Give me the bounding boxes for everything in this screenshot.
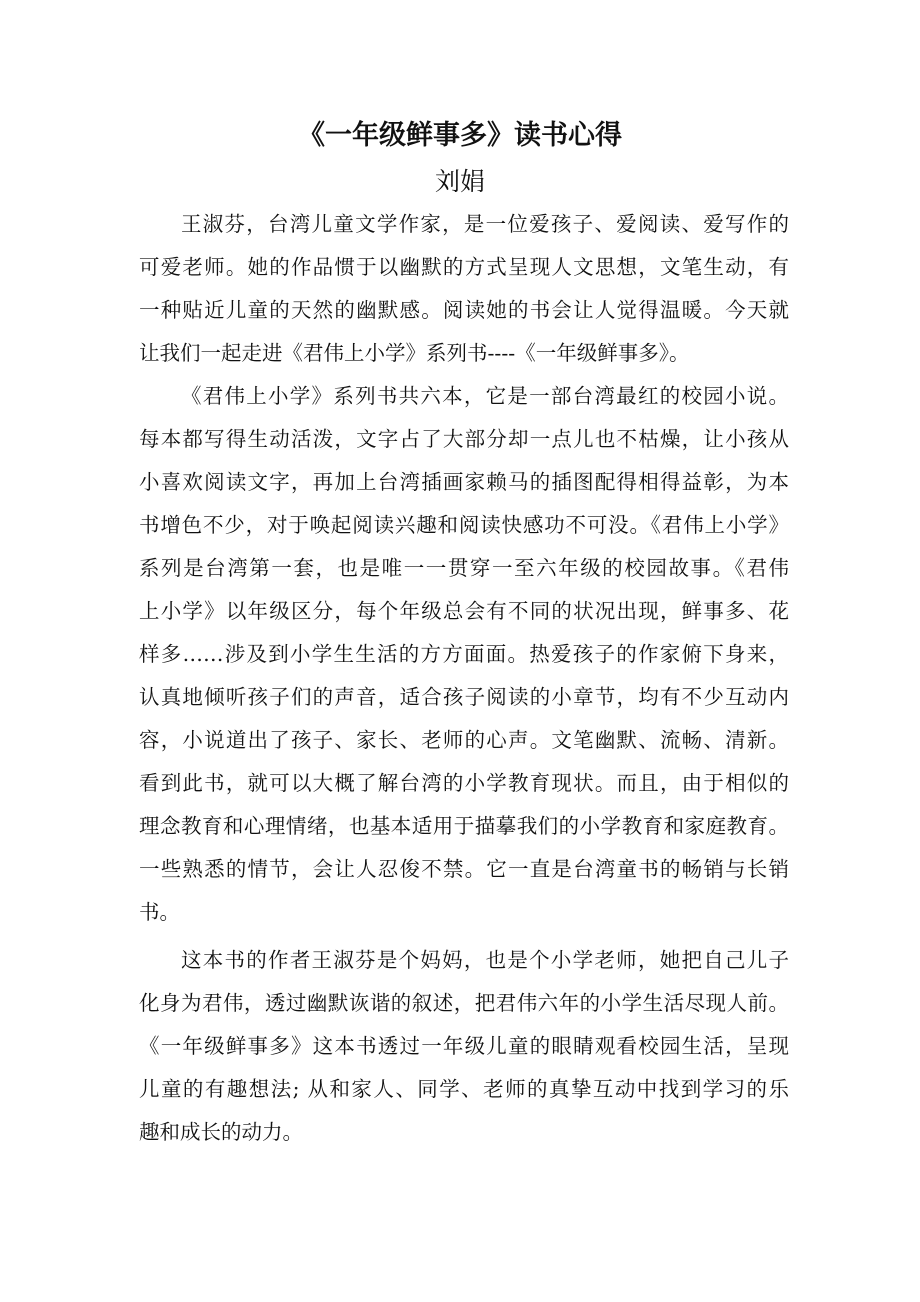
paragraph-3-line-2: 化身为君伟，透过幽默诙谐的叙述，把君伟六年的小学生活尽现人前。: [139, 991, 789, 1015]
paragraph-3-line-4: 儿童的有趣想法; 从和家人、同学、老师的真挚互动中找到学习的乐: [139, 1077, 789, 1101]
paragraph-1-line-3: 一种贴近儿童的天然的幽默感。阅读她的书会让人觉得温暖。今天就: [139, 298, 789, 322]
paragraph-2-line-13: 书。: [139, 900, 180, 924]
paragraph-2-line-12: 一些熟悉的情节，会让人忍俊不禁。它一直是台湾童书的畅销与长销: [139, 857, 789, 881]
paragraph-2-line-7: 样多……涉及到小学生生活的方方面面。热爱孩子的作家俯下身来，: [139, 642, 789, 666]
paragraph-3-line-5: 趣和成长的动力。: [139, 1120, 303, 1144]
paragraph-2-line-5: 系列是台湾第一套，也是唯一一贯穿一至六年级的校园故事。《君伟: [139, 556, 789, 580]
paragraph-3-line-3: 《一年级鲜事多》这本书透过一年级儿童的眼睛观看校园生活，呈现: [139, 1034, 789, 1058]
paragraph-1-line-2: 可爱老师。她的作品惯于以幽默的方式呈现人文思想，文笔生动，有: [139, 255, 789, 279]
paragraph-2-line-6: 上小学》以年级区分，每个年级总会有不同的状况出现，鲜事多、花: [139, 599, 789, 623]
paragraph-2-line-10: 看到此书，就可以大概了解台湾的小学教育现状。而且，由于相似的: [139, 771, 789, 795]
document-author: 刘娟: [434, 167, 485, 196]
paragraph-2-line-9: 容，小说道出了孩子、家长、老师的心声。文笔幽默、流畅、清新。: [139, 728, 789, 752]
paragraph-1-line-4: 让我们一起走进《君伟上小学》系列书----《一年级鲜事多》。: [139, 341, 690, 365]
document-title: 《一年级鲜事多》读书心得: [298, 120, 622, 151]
paragraph-2-line-4: 书增色不少，对于唤起阅读兴趣和阅读快感功不可没。《君伟上小学》: [139, 513, 789, 537]
paragraph-2-line-11: 理念教育和心理情绪，也基本适用于描摹我们的小学教育和家庭教育。: [139, 814, 789, 838]
paragraph-3-line-1: 这本书的作者王淑芬是个妈妈，也是个小学老师，她把自己儿子: [181, 948, 789, 972]
paragraph-2-line-2: 每本都写得生动活泼，文字占了大部分却一点儿也不枯燥，让小孩从: [139, 427, 789, 451]
paragraph-2-line-8: 认真地倾听孩子们的声音，适合孩子阅读的小章节，均有不少互动内: [139, 685, 789, 709]
paragraph-2-line-3: 小喜欢阅读文字，再加上台湾插画家赖马的插图配得相得益彰，为本: [139, 470, 789, 494]
paragraph-1-line-1: 王淑芬，台湾儿童文学作家，是一位爱孩子、爱阅读、爱写作的: [181, 212, 789, 236]
paragraph-2-line-1: 《君伟上小学》系列书共六本，它是一部台湾最红的校园小说。: [181, 384, 789, 408]
